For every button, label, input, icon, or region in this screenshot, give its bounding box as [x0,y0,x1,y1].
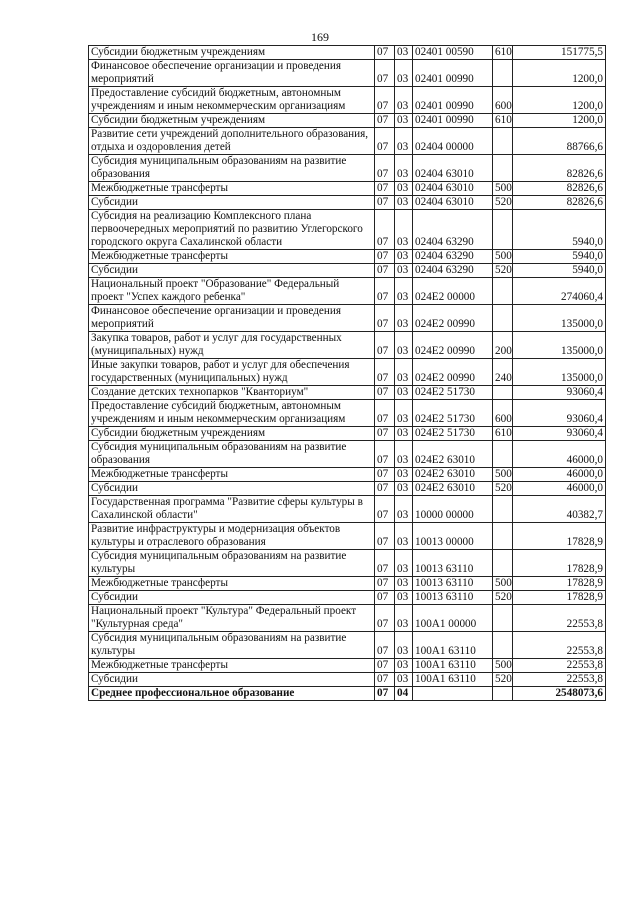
table-row [89,264,606,278]
expense-type-cell: 610 [493,427,513,441]
expense-type-cell [493,550,513,577]
section-code-cell: 07 [375,441,395,468]
subsection-code-cell: 03 [395,196,413,210]
subsection-code-cell: 03 [395,46,413,60]
expense-name-cell: Субсидия муниципальным образованиям на развитие культуры [89,550,375,577]
subsection-code-cell: 03 [395,441,413,468]
expense-type-cell: 520 [493,591,513,605]
target-article-cell: 10013 63110 [413,577,493,591]
target-article-cell: 02401 00590 [413,46,493,60]
expense-type-cell: 520 [493,196,513,210]
section-code-cell: 07 [375,550,395,577]
expense-type-cell [493,605,513,632]
target-article-cell: 024E2 51730 [413,400,493,427]
amount-cell: 46000,0 [513,441,606,468]
section-code-cell: 07 [375,400,395,427]
table-row [89,591,606,605]
subsection-code-cell: 03 [395,386,413,400]
amount-cell: 135000,0 [513,305,606,332]
expense-type-cell [493,305,513,332]
subsection-code-cell: 03 [395,468,413,482]
amount-cell: 135000,0 [513,332,606,359]
section-code-cell: 07 [375,60,395,87]
amount-cell: 1200,0 [513,87,606,114]
expense-type-cell: 600 [493,87,513,114]
section-code-cell: 07 [375,482,395,496]
section-code-cell: 07 [375,332,395,359]
target-article-cell: 024E2 63010 [413,441,493,468]
section-code-cell: 07 [375,496,395,523]
target-article-cell: 10013 63110 [413,591,493,605]
subsection-code-cell: 03 [395,278,413,305]
expense-name-cell: Субсидии [89,591,375,605]
target-article-cell: 024E2 00990 [413,305,493,332]
target-article-cell: 024E2 00990 [413,332,493,359]
target-article-cell: 02404 63010 [413,196,493,210]
target-article-cell: 100A1 00000 [413,605,493,632]
amount-cell: 5940,0 [513,264,606,278]
expense-type-cell: 600 [493,400,513,427]
target-article-cell: 100A1 63110 [413,659,493,673]
target-article-cell: 024E2 51730 [413,386,493,400]
section-code-cell: 07 [375,577,395,591]
target-article-cell: 02404 00000 [413,128,493,155]
amount-cell: 93060,4 [513,386,606,400]
expense-type-cell: 500 [493,659,513,673]
expense-name-cell: Национальный проект "Образование" Федеральный проект "Успех каждого ребенка" [89,278,375,305]
table-row [89,332,606,359]
budget-table-body [89,46,606,701]
subsection-code-cell: 03 [395,550,413,577]
section-code-cell: 07 [375,128,395,155]
section-code-cell: 07 [375,278,395,305]
expense-name-cell: Субсидия муниципальным образованиям на развитие образования [89,155,375,182]
expense-name-cell: Субсидия муниципальным образованиям на развитие образования [89,441,375,468]
expense-type-cell [493,278,513,305]
subsection-code-cell: 03 [395,496,413,523]
table-row [89,687,606,701]
expense-type-cell [493,632,513,659]
target-article-cell: 10013 63110 [413,550,493,577]
amount-cell: 135000,0 [513,359,606,386]
target-article-cell: 024E2 51730 [413,427,493,441]
subsection-code-cell: 03 [395,427,413,441]
amount-cell: 93060,4 [513,427,606,441]
amount-cell: 22553,8 [513,659,606,673]
expense-type-cell [493,523,513,550]
amount-cell: 40382,7 [513,496,606,523]
subsection-code-cell: 03 [395,577,413,591]
section-code-cell: 07 [375,523,395,550]
target-article-cell: 10013 00000 [413,523,493,550]
table-row [89,605,606,632]
expense-name-cell: Субсидии [89,196,375,210]
table-row [89,210,606,250]
expense-type-cell: 610 [493,114,513,128]
section-code-cell: 07 [375,87,395,114]
target-article-cell: 024E2 00000 [413,278,493,305]
section-code-cell: 07 [375,687,395,701]
section-code-cell: 07 [375,250,395,264]
table-row [89,250,606,264]
expense-name-cell: Развитие сети учреждений дополнительного образования, отдыха и оздоровления детей [89,128,375,155]
expense-name-cell: Финансовое обеспечение организации и проведения мероприятий [89,60,375,87]
amount-cell: 93060,4 [513,400,606,427]
amount-cell: 5940,0 [513,250,606,264]
table-row [89,155,606,182]
table-row [89,60,606,87]
expense-name-cell: Государственная программа "Развитие сферы культуры в Сахалинской области" [89,496,375,523]
expense-type-cell: 200 [493,332,513,359]
expense-type-cell: 500 [493,250,513,264]
subsection-code-cell: 03 [395,264,413,278]
expense-name-cell: Субсидии [89,673,375,687]
amount-cell: 88766,6 [513,128,606,155]
section-code-cell: 07 [375,114,395,128]
table-row [89,46,606,60]
target-article-cell: 10000 00000 [413,496,493,523]
expense-type-cell [493,60,513,87]
section-code-cell: 07 [375,673,395,687]
target-article-cell: 02401 00990 [413,114,493,128]
section-code-cell: 07 [375,210,395,250]
table-row [89,128,606,155]
expense-name-cell: Межбюджетные трансферты [89,577,375,591]
table-row [89,482,606,496]
target-article-cell: 02404 63010 [413,182,493,196]
table-row [89,400,606,427]
target-article-cell [413,687,493,701]
expense-name-cell: Межбюджетные трансферты [89,182,375,196]
amount-cell: 2548073,6 [513,687,606,701]
table-row [89,550,606,577]
table-row [89,496,606,523]
amount-cell: 1200,0 [513,60,606,87]
table-row [89,673,606,687]
amount-cell: 1200,0 [513,114,606,128]
target-article-cell: 100A1 63110 [413,632,493,659]
table-row [89,386,606,400]
expense-type-cell: 610 [493,46,513,60]
subsection-code-cell: 03 [395,305,413,332]
target-article-cell: 02401 00990 [413,60,493,87]
section-code-cell: 07 [375,264,395,278]
amount-cell: 82826,6 [513,182,606,196]
subsection-code-cell: 03 [395,332,413,359]
subsection-code-cell: 03 [395,482,413,496]
target-article-cell: 02404 63290 [413,264,493,278]
section-code-cell: 07 [375,632,395,659]
expense-name-cell: Субсидии бюджетным учреждениям [89,427,375,441]
section-code-cell: 07 [375,427,395,441]
table-row [89,114,606,128]
subsection-code-cell: 03 [395,114,413,128]
expense-name-cell: Субсидии [89,482,375,496]
expense-type-cell [493,496,513,523]
target-article-cell: 02404 63290 [413,250,493,264]
target-article-cell: 100A1 63110 [413,673,493,687]
subsection-code-cell: 03 [395,128,413,155]
table-row [89,359,606,386]
expense-type-cell: 240 [493,359,513,386]
table-row [89,87,606,114]
target-article-cell: 024E2 00990 [413,359,493,386]
table-row [89,305,606,332]
budget-table [88,45,606,701]
subsection-code-cell: 03 [395,400,413,427]
amount-cell: 22553,8 [513,632,606,659]
amount-cell: 274060,4 [513,278,606,305]
expense-type-cell: 500 [493,468,513,482]
amount-cell: 22553,8 [513,605,606,632]
section-code-cell: 07 [375,605,395,632]
subsection-code-cell: 03 [395,523,413,550]
expense-name-cell: Межбюджетные трансферты [89,250,375,264]
section-code-cell: 07 [375,196,395,210]
section-code-cell: 07 [375,591,395,605]
expense-type-cell [493,441,513,468]
subsection-code-cell: 03 [395,359,413,386]
expense-type-cell [493,128,513,155]
subsection-code-cell: 03 [395,250,413,264]
expense-type-cell: 500 [493,182,513,196]
expense-name-cell: Развитие инфраструктуры и модернизация объектов культуры и отраслевого образования [89,523,375,550]
section-code-cell: 07 [375,305,395,332]
expense-name-cell: Предоставление субсидий бюджетным, автономным учреждениям и иным некоммерческим организациям [89,87,375,114]
table-row [89,278,606,305]
expense-name-cell: Финансовое обеспечение организации и проведения мероприятий [89,305,375,332]
amount-cell: 46000,0 [513,482,606,496]
section-code-cell: 07 [375,468,395,482]
target-article-cell: 02401 00990 [413,87,493,114]
expense-name-cell: Иные закупки товаров, работ и услуг для обеспечения государственных (муниципальных) нужд [89,359,375,386]
target-article-cell: 024E2 63010 [413,482,493,496]
section-code-cell: 07 [375,182,395,196]
amount-cell: 17828,9 [513,591,606,605]
amount-cell: 82826,6 [513,155,606,182]
table-row [89,427,606,441]
amount-cell: 17828,9 [513,550,606,577]
table-row [89,441,606,468]
subsection-code-cell: 03 [395,632,413,659]
amount-cell: 17828,9 [513,523,606,550]
expense-name-cell: Субсидии [89,264,375,278]
expense-name-cell: Предоставление субсидий бюджетным, автономным учреждениям и иным некоммерческим организациям [89,400,375,427]
amount-cell: 82826,6 [513,196,606,210]
subsection-code-cell: 04 [395,687,413,701]
target-article-cell: 02404 63290 [413,210,493,250]
section-code-cell: 07 [375,46,395,60]
table-row [89,523,606,550]
expense-type-cell: 520 [493,264,513,278]
expense-type-cell [493,386,513,400]
amount-cell: 22553,8 [513,673,606,687]
amount-cell: 46000,0 [513,468,606,482]
section-code-cell: 07 [375,155,395,182]
amount-cell: 5940,0 [513,210,606,250]
expense-name-cell: Межбюджетные трансферты [89,468,375,482]
section-code-cell: 07 [375,359,395,386]
target-article-cell: 024E2 63010 [413,468,493,482]
expense-type-cell: 520 [493,482,513,496]
subsection-code-cell: 03 [395,591,413,605]
target-article-cell: 02404 63010 [413,155,493,182]
subsection-code-cell: 03 [395,87,413,114]
table-row [89,468,606,482]
subsection-code-cell: 03 [395,210,413,250]
expense-name-cell: Национальный проект "Культура" Федеральный проект "Культурная среда" [89,605,375,632]
subsection-code-cell: 03 [395,659,413,673]
amount-cell: 151775,5 [513,46,606,60]
expense-type-cell [493,155,513,182]
expense-type-cell [493,210,513,250]
subsection-code-cell: 03 [395,182,413,196]
section-code-cell: 07 [375,386,395,400]
expense-name-cell: Субсидии бюджетным учреждениям [89,114,375,128]
table-row [89,196,606,210]
subsection-code-cell: 03 [395,673,413,687]
section-code-cell: 07 [375,659,395,673]
expense-type-cell [493,687,513,701]
expense-name-cell: Субсидия муниципальным образованиям на развитие культуры [89,632,375,659]
table-row [89,659,606,673]
amount-cell: 17828,9 [513,577,606,591]
subsection-code-cell: 03 [395,605,413,632]
expense-type-cell: 500 [493,577,513,591]
table-row [89,577,606,591]
expense-name-cell: Субсидии бюджетным учреждениям [89,46,375,60]
expense-type-cell: 520 [493,673,513,687]
table-row [89,182,606,196]
expense-name-cell: Создание детских технопарков "Кванториум" [89,386,375,400]
expense-name-cell: Среднее профессиональное образование [89,687,375,701]
expense-name-cell: Межбюджетные трансферты [89,659,375,673]
expense-name-cell: Субсидия на реализацию Комплексного плана первоочередных мероприятий по развитию Углегорского городского округа Сахалинской области [89,210,375,250]
expense-name-cell: Закупка товаров, работ и услуг для государственных (муниципальных) нужд [89,332,375,359]
subsection-code-cell: 03 [395,155,413,182]
page-number: 169 [311,30,329,44]
table-row [89,632,606,659]
subsection-code-cell: 03 [395,60,413,87]
